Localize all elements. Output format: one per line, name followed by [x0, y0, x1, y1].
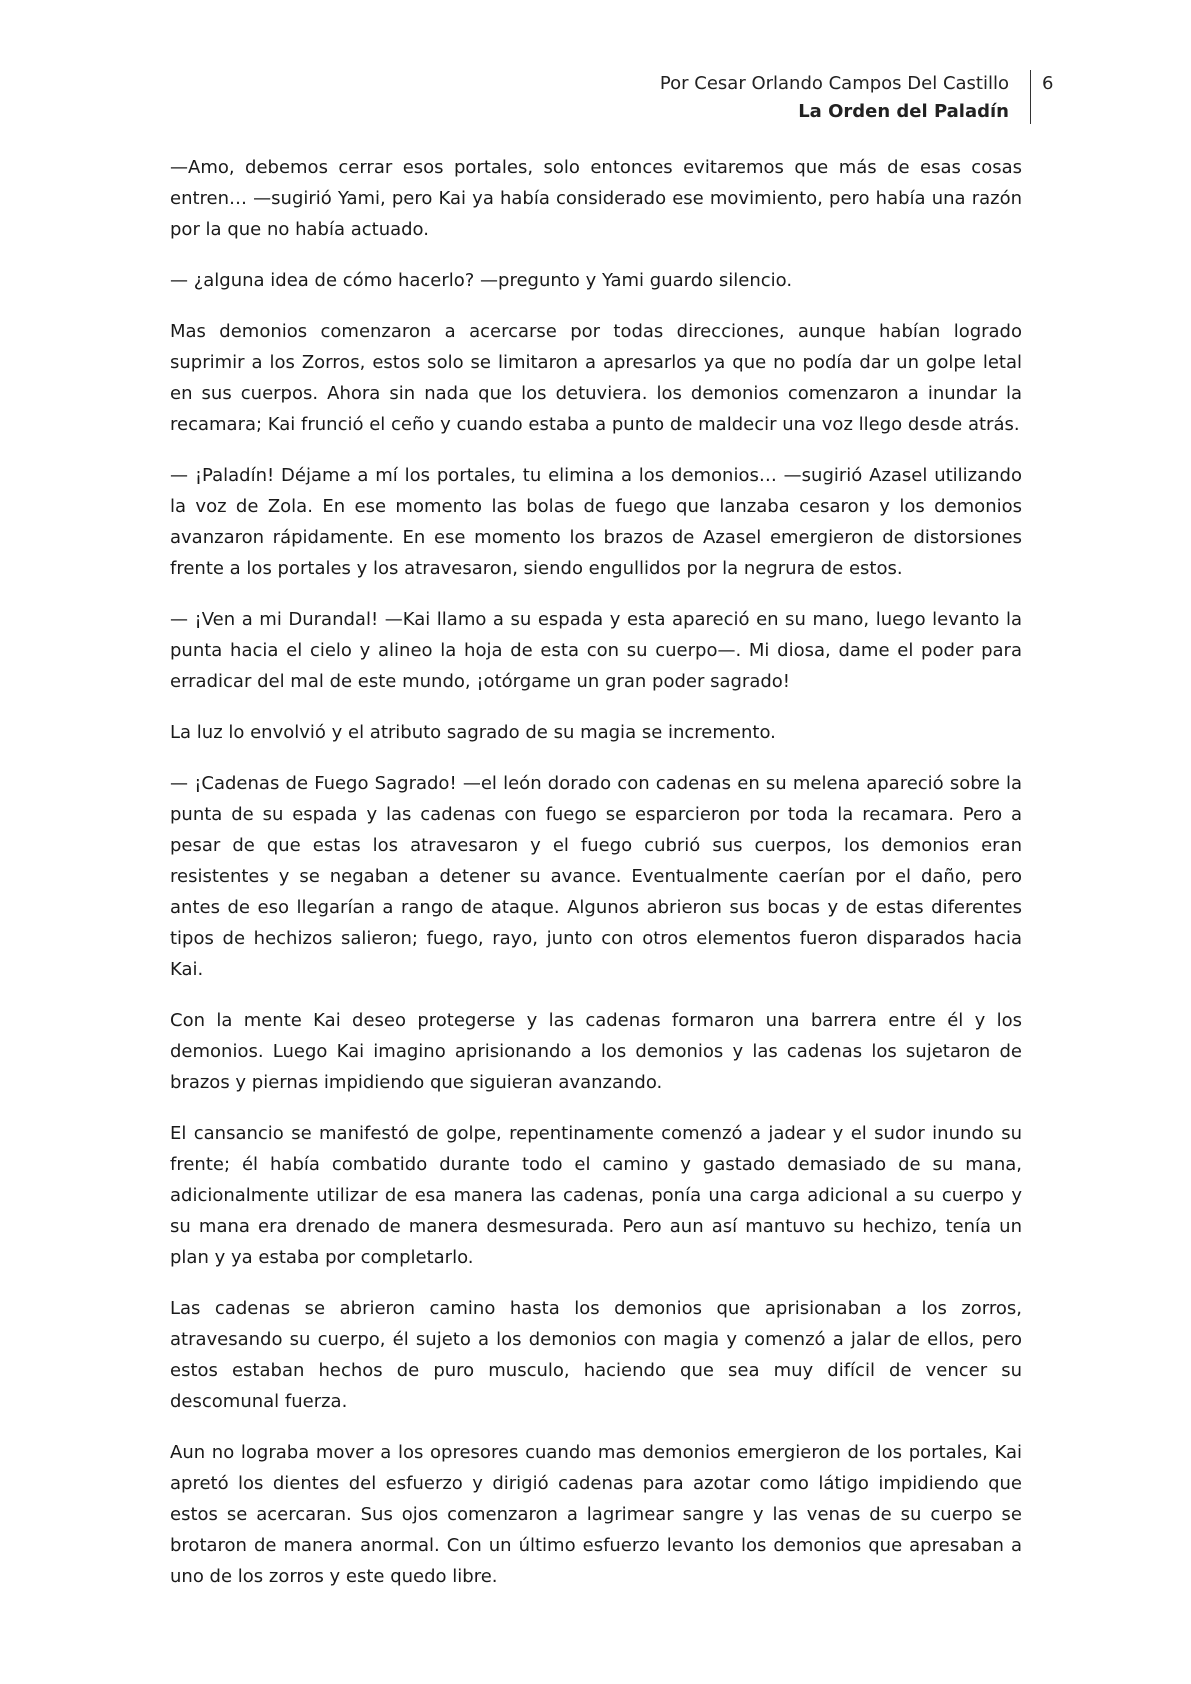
header-author: Por Cesar Orlando Campos Del Castillo — [659, 73, 1009, 94]
paragraph: La luz lo envolvió y el atributo sagrado de su magia se incremento. — [170, 722, 776, 743]
paragraph: Aun no lograba mover a los opresores cuando mas demonios emergieron de los portales, Kai apretó los dientes del esfuerzo y dirigió cadenas para azotar como látigo impidiendo que estos se acercaran. Sus ojos comenzaron a lagrimear sangre y las venas de su cuerpo se brotaron de manera anormal. Con un último esfuerzo levanto los demonios que apresaban a uno de los zorros y este quedo libre. — [170, 1442, 1022, 1587]
header-divider — [1030, 70, 1031, 124]
paragraph: Con la mente Kai deseo protegerse y las cadenas formaron una barrera entre él y los demonios. Luego Kai imagino aprisionando a los demonios y las cadenas los sujetaron de brazos y piernas impidiendo que siguieran avanzando. — [170, 1010, 1022, 1093]
body-text — [170, 152, 1022, 1612]
paragraph: — ¡Ven a mi Durandal! —Kai llamo a su espada y esta apareció en su mano, luego levanto la punta hacia el cielo y alineo la hoja de esta con su cuerpo—. Mi diosa, dame el poder para erradicar del mal de este mundo, ¡otórgame un gran poder sagrado! — [170, 609, 1022, 692]
page-number: 6 — [1042, 73, 1054, 94]
paragraph: — ¿alguna idea de cómo hacerlo? —pregunto y Yami guardo silencio. — [170, 270, 793, 291]
paragraph: —Amo, debemos cerrar esos portales, solo entonces evitaremos que más de esas cosas entren… —sugirió Yami, pero Kai ya había considerado ese movimiento, pero había una razón por la que no había actuado. — [170, 157, 1022, 240]
paragraph: — ¡Cadenas de Fuego Sagrado! —el león dorado con cadenas en su melena apareció sobre la punta de su espada y las cadenas con fuego se esparcieron por toda la recamara. Pero a pesar de que estas los atravesaron y el fuego cubrió sus cuerpos, los demonios eran resistentes y se negaban a detener su avance. Eventualmente caerían por el daño, pero antes de eso llegarían a rango de ataque. Algunos abrieron sus bocas y de estas diferentes tipos de hechizos salieron; fuego, rayo, junto con otros elementos fueron disparados hacia Kai. — [170, 773, 1022, 980]
paragraph: Las cadenas se abrieron camino hasta los demonios que aprisionaban a los zorros, atravesando su cuerpo, él sujeto a los demonios con magia y comenzó a jalar de ellos, pero estos estaban hechos de puro musculo, haciendo que sea muy difícil de vencer su descomunal fuerza. — [170, 1298, 1022, 1412]
running-header — [660, 70, 1023, 126]
paragraph: Mas demonios comenzaron a acercarse por todas direcciones, aunque habían logrado suprimir a los Zorros, estos solo se limitaron a apresarlos ya que no podía dar un golpe letal en sus cuerpos. Ahora sin nada que los detuviera. los demonios comenzaron a inundar la recamara; Kai frunció el ceño y cuando estaba a punto de maldecir una voz llego desde atrás. — [170, 321, 1022, 435]
paragraph: El cansancio se manifestó de golpe, repentinamente comenzó a jadear y el sudor inundo su frente; él había combatido durante todo el camino y gastado demasiado de su mana, adicionalmente utilizar de esa manera las cadenas, ponía una carga adicional a su cuerpo y su mana era drenado de manera desmesurada. Pero aun así mantuvo su hechizo, tenía un plan y ya estaba por completarlo. — [170, 1123, 1022, 1268]
header-book-title: La Orden del Paladín — [798, 101, 1009, 122]
paragraph: — ¡Paladín! Déjame a mí los portales, tu elimina a los demonios… —sugirió Azasel utilizando la voz de Zola. En ese momento las bolas de fuego que lanzaba cesaron y los demonios avanzaron rápidamente. En ese momento los brazos de Azasel emergieron de distorsiones frente a los portales y los atravesaron, siendo engullidos por la negrura de estos. — [170, 465, 1022, 579]
